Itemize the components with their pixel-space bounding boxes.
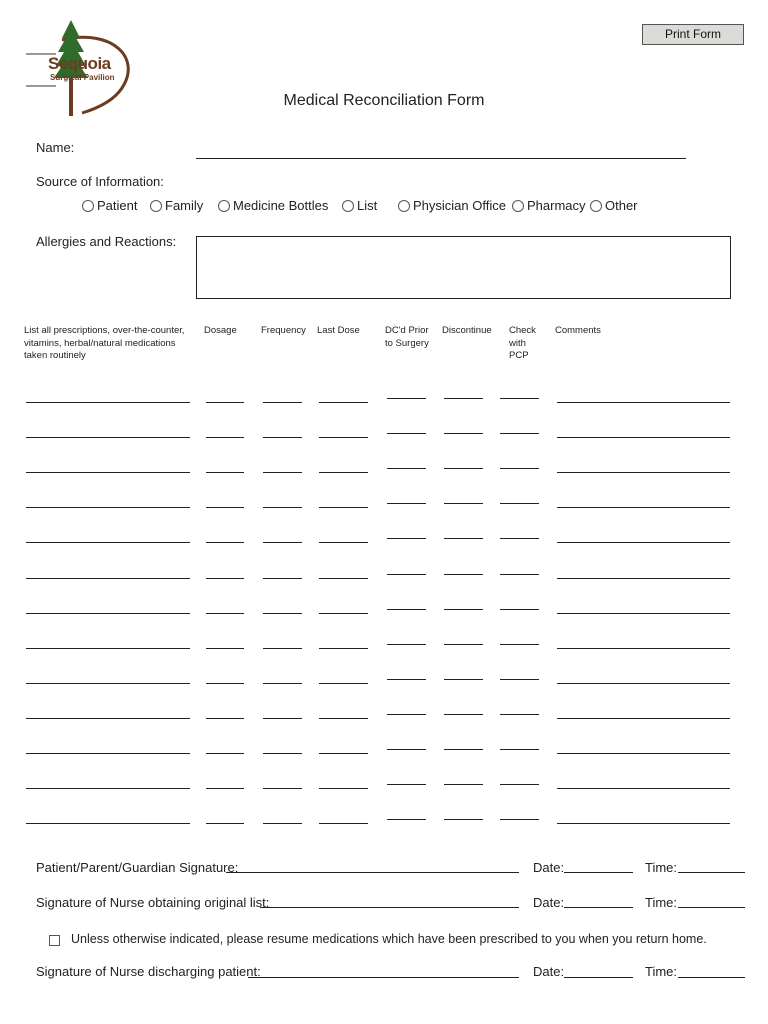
dcd-cell[interactable] — [387, 714, 426, 715]
discontinue-cell[interactable] — [444, 679, 483, 680]
medication-cell[interactable] — [26, 753, 190, 754]
last-dose-cell[interactable] — [319, 788, 368, 789]
dosage-cell[interactable] — [206, 542, 244, 543]
nurse-original-signature-label: Signature of Nurse obtaining original list: — [36, 895, 270, 910]
last-dose-cell[interactable] — [319, 648, 368, 649]
discontinue-cell[interactable] — [444, 468, 483, 469]
check-pcp-cell[interactable] — [500, 819, 539, 820]
nurse-original-time-field[interactable] — [678, 907, 745, 908]
col-head-comments: Comments — [555, 325, 601, 336]
discontinue-cell[interactable] — [444, 819, 483, 820]
radio-circle-icon — [218, 200, 230, 212]
comments-cell[interactable] — [557, 437, 730, 438]
dosage-cell[interactable] — [206, 823, 244, 824]
check-pcp-cell[interactable] — [500, 784, 539, 785]
medication-cell[interactable] — [26, 507, 190, 508]
dcd-cell[interactable] — [387, 749, 426, 750]
date-label: Date: — [533, 895, 565, 910]
check-pcp-cell[interactable] — [500, 644, 539, 645]
radio-physician-office[interactable] — [398, 198, 506, 213]
frequency-cell[interactable] — [263, 472, 302, 473]
medication-cell[interactable] — [26, 542, 190, 543]
radio-circle-icon — [82, 200, 94, 212]
check-pcp-cell[interactable] — [500, 433, 539, 434]
dcd-cell[interactable] — [387, 609, 426, 610]
last-dose-cell[interactable] — [319, 718, 368, 719]
check-pcp-cell[interactable] — [500, 574, 539, 575]
nurse-discharge-signature-label: Signature of Nurse discharging patient: — [36, 964, 261, 979]
comments-cell[interactable] — [557, 648, 730, 649]
time-label: Time: — [645, 895, 678, 910]
col-head-dosage: Dosage — [204, 325, 237, 336]
radio-circle-icon — [398, 200, 410, 212]
medication-cell[interactable] — [26, 823, 190, 824]
date-label: Date: — [533, 964, 565, 979]
col-head-discontinue: Discontinue — [442, 325, 492, 336]
col-head-check-pcp: Check with PCP — [509, 325, 536, 361]
check-pcp-cell[interactable] — [500, 538, 539, 539]
frequency-cell[interactable] — [263, 613, 302, 614]
last-dose-cell[interactable] — [319, 507, 368, 508]
discontinue-cell[interactable] — [444, 609, 483, 610]
dcd-cell[interactable] — [387, 819, 426, 820]
dcd-cell[interactable] — [387, 574, 426, 575]
last-dose-cell[interactable] — [319, 472, 368, 473]
frequency-cell[interactable] — [263, 402, 302, 403]
nurse-original-date-field[interactable] — [564, 907, 633, 908]
frequency-cell[interactable] — [263, 507, 302, 508]
dcd-cell[interactable] — [387, 433, 426, 434]
comments-cell[interactable] — [557, 613, 730, 614]
medication-cell[interactable] — [26, 437, 190, 438]
radio-pharmacy[interactable] — [512, 198, 586, 213]
col-head-last-dose: Last Dose — [317, 325, 360, 336]
frequency-cell[interactable] — [263, 753, 302, 754]
discontinue-cell[interactable] — [444, 784, 483, 785]
dcd-cell[interactable] — [387, 503, 426, 504]
radio-other[interactable] — [590, 198, 638, 213]
medication-cell[interactable] — [26, 648, 190, 649]
medication-cell[interactable] — [26, 402, 190, 403]
resume-medications-note: Unless otherwise indicated, please resume medications which have been prescribed to you when you return home. — [71, 932, 707, 946]
frequency-cell[interactable] — [263, 648, 302, 649]
last-dose-cell[interactable] — [319, 542, 368, 543]
radio-patient[interactable] — [82, 198, 137, 213]
col-head-frequency: Frequency — [261, 325, 306, 336]
comments-cell[interactable] — [557, 718, 730, 719]
patient-signature-label: Patient/Parent/Guardian Signature: — [36, 860, 239, 875]
comments-cell[interactable] — [557, 683, 730, 684]
radio-label: List — [357, 198, 378, 213]
check-pcp-cell[interactable] — [500, 398, 539, 399]
frequency-cell[interactable] — [263, 823, 302, 824]
frequency-cell[interactable] — [263, 683, 302, 684]
nurse-original-signature-field[interactable] — [260, 907, 519, 908]
medication-cell[interactable] — [26, 613, 190, 614]
frequency-cell[interactable] — [263, 578, 302, 579]
comments-cell[interactable] — [557, 507, 730, 508]
col-head-medications: List all prescriptions, over-the-counter, vitamins, herbal/natural medications taken routinely — [24, 325, 185, 361]
dcd-cell[interactable] — [387, 679, 426, 680]
logo-subtitle: Surgical Pavilion — [50, 73, 115, 82]
medication-cell[interactable] — [26, 718, 190, 719]
frequency-cell[interactable] — [263, 718, 302, 719]
dosage-cell[interactable] — [206, 753, 244, 754]
comments-cell[interactable] — [557, 578, 730, 579]
comments-cell[interactable] — [557, 753, 730, 754]
last-dose-cell[interactable] — [319, 402, 368, 403]
patient-time-field[interactable] — [678, 872, 745, 873]
radio-label: Family — [165, 198, 204, 213]
comments-cell[interactable] — [557, 402, 730, 403]
radio-label: Pharmacy — [527, 198, 586, 213]
patient-date-field[interactable] — [564, 872, 633, 873]
medication-cell[interactable] — [26, 683, 190, 684]
check-pcp-cell[interactable] — [500, 749, 539, 750]
print-form-button[interactable]: Print Form — [642, 24, 744, 45]
comments-cell[interactable] — [557, 542, 730, 543]
discontinue-cell[interactable] — [444, 714, 483, 715]
last-dose-cell[interactable] — [319, 578, 368, 579]
dosage-cell[interactable] — [206, 718, 244, 719]
frequency-cell[interactable] — [263, 542, 302, 543]
radio-label: Patient — [97, 198, 138, 213]
resume-medications-checkbox[interactable] — [49, 935, 60, 946]
dosage-cell[interactable] — [206, 648, 244, 649]
last-dose-cell[interactable] — [319, 753, 368, 754]
radio-label: Physician Office — [413, 198, 506, 213]
comments-cell[interactable] — [557, 788, 730, 789]
name-label: Name: — [36, 140, 75, 155]
check-pcp-cell[interactable] — [500, 679, 539, 680]
last-dose-cell[interactable] — [319, 823, 368, 824]
radio-label: Other — [605, 198, 638, 213]
radio-family[interactable] — [150, 198, 203, 213]
form-title: Medical Reconciliation Form — [283, 92, 485, 109]
discontinue-cell[interactable] — [444, 433, 483, 434]
allergies-field[interactable] — [196, 236, 731, 299]
dcd-cell[interactable] — [387, 538, 426, 539]
dcd-cell[interactable] — [387, 398, 426, 399]
discontinue-cell[interactable] — [444, 644, 483, 645]
nurse-discharge-signature-field[interactable] — [248, 977, 519, 978]
dcd-cell[interactable] — [387, 468, 426, 469]
dosage-cell[interactable] — [206, 613, 244, 614]
radio-circle-icon — [590, 200, 602, 212]
radio-circle-icon — [342, 200, 354, 212]
discontinue-cell[interactable] — [444, 398, 483, 399]
dosage-cell[interactable] — [206, 437, 244, 438]
last-dose-cell[interactable] — [319, 683, 368, 684]
dosage-cell[interactable] — [206, 472, 244, 473]
check-pcp-cell[interactable] — [500, 714, 539, 715]
time-label: Time: — [645, 964, 678, 979]
dosage-cell[interactable] — [206, 402, 244, 403]
medication-cell[interactable] — [26, 472, 190, 473]
date-label: Date: — [533, 860, 565, 875]
dcd-cell[interactable] — [387, 644, 426, 645]
col-head-dcd: DC'd Prior to Surgery — [385, 325, 429, 349]
time-label: Time: — [645, 860, 678, 875]
discontinue-cell[interactable] — [444, 538, 483, 539]
frequency-cell[interactable] — [263, 788, 302, 789]
comments-cell[interactable] — [557, 472, 730, 473]
source-label: Source of Information: — [36, 174, 164, 189]
frequency-cell[interactable] — [263, 437, 302, 438]
medication-cell[interactable] — [26, 788, 190, 789]
last-dose-cell[interactable] — [319, 613, 368, 614]
discontinue-cell[interactable] — [444, 749, 483, 750]
discontinue-cell[interactable] — [444, 503, 483, 504]
radio-medicine-bottles[interactable] — [218, 198, 328, 213]
discontinue-cell[interactable] — [444, 574, 483, 575]
radio-circle-icon — [512, 200, 524, 212]
dosage-cell[interactable] — [206, 507, 244, 508]
patient-signature-field[interactable] — [226, 872, 519, 873]
dosage-cell[interactable] — [206, 578, 244, 579]
check-pcp-cell[interactable] — [500, 503, 539, 504]
radio-list[interactable] — [342, 198, 377, 213]
radio-label: Medicine Bottles — [233, 198, 329, 213]
name-field[interactable] — [196, 158, 686, 159]
check-pcp-cell[interactable] — [500, 609, 539, 610]
nurse-discharge-date-field[interactable] — [564, 977, 633, 978]
radio-circle-icon — [150, 200, 162, 212]
dosage-cell[interactable] — [206, 683, 244, 684]
allergies-label: Allergies and Reactions: — [36, 234, 177, 249]
nurse-discharge-time-field[interactable] — [678, 977, 745, 978]
logo-name: Sequoia — [48, 54, 111, 73]
last-dose-cell[interactable] — [319, 437, 368, 438]
medication-cell[interactable] — [26, 578, 190, 579]
dcd-cell[interactable] — [387, 784, 426, 785]
dosage-cell[interactable] — [206, 788, 244, 789]
check-pcp-cell[interactable] — [500, 468, 539, 469]
comments-cell[interactable] — [557, 823, 730, 824]
